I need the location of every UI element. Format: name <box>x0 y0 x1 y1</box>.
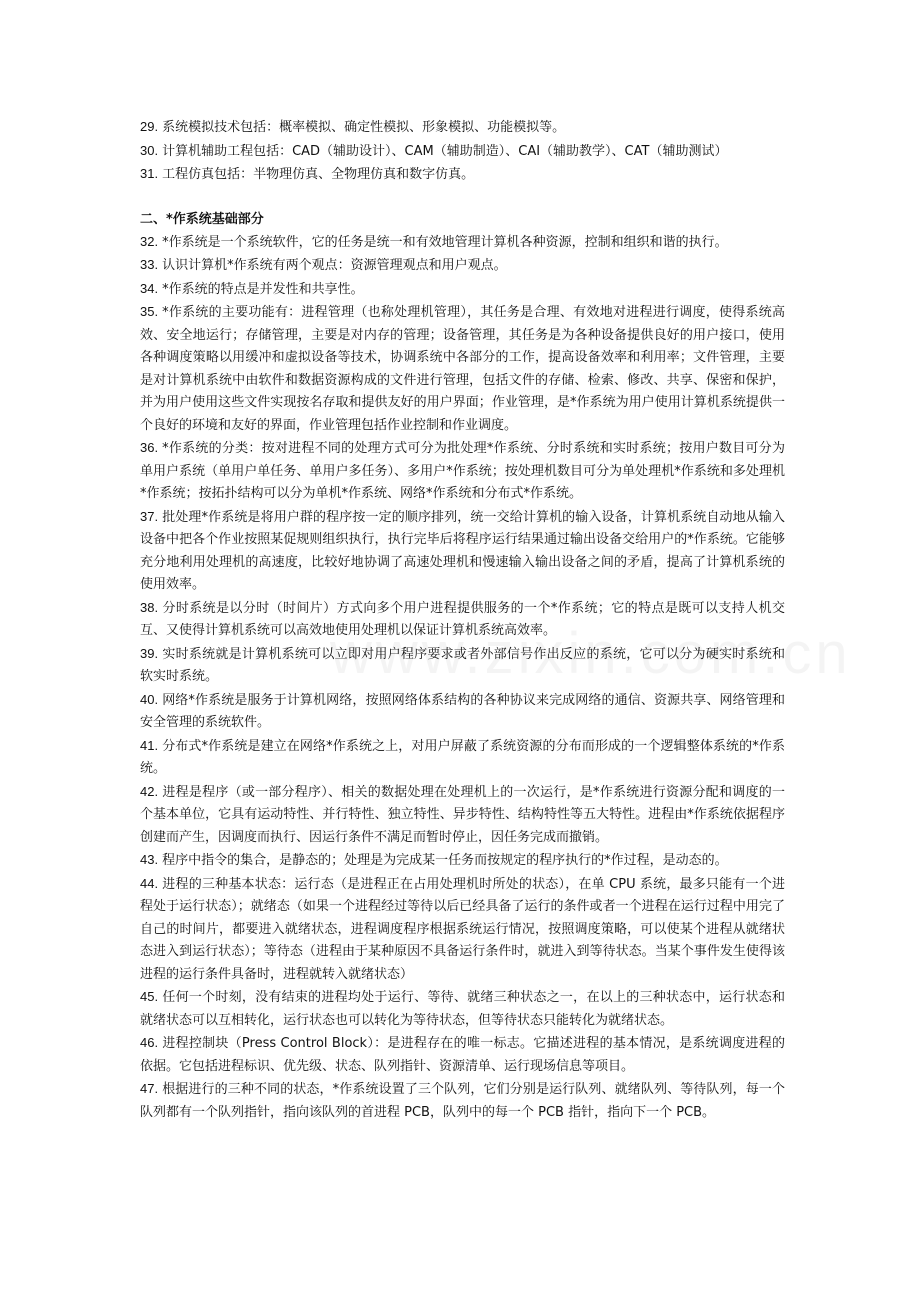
item-number: 38. <box>140 599 159 615</box>
document-page <box>140 116 785 1124</box>
list-item <box>140 506 785 597</box>
item-text: *作系统是一个系统软件，它的任务是统一和有效地管理计算机各种资源，控制和组织和谐的执行。 <box>162 234 728 250</box>
list-item <box>140 254 785 278</box>
list-item <box>140 849 785 873</box>
list-item <box>140 140 785 164</box>
list-item <box>140 116 785 140</box>
item-text: 认识计算机*作系统有两个观点：资源管理观点和用户观点。 <box>162 258 507 273</box>
list-item <box>140 1032 785 1078</box>
list-item <box>140 597 785 643</box>
item-number: 47. <box>140 1081 159 1096</box>
item-text: 进程的三种基本状态：运行态（是进程正在占用处理机时所处的状态），在单 CPU 系统，最多只能有一个进程处于运行状态）；就绪态（如果一个进程经过等待以后已经具备了运行的条件或者一个进程在运行过程中用完了自己的时间片，都要进入就绪状态，进程调度程序根据系统运行情况，按照调度策略，可以使某个进程从就绪状态进入到运行状态）；等待态（进程由于某种原因不具备运行条件时，就进入到等待状态。当某个事件发生使得该进程的运行条件具备时，进程就转入就绪状态） <box>140 876 785 982</box>
item-number: 45. <box>140 989 159 1004</box>
item-number: 41. <box>140 737 159 753</box>
item-number: 29. <box>140 119 159 134</box>
list-item <box>140 735 785 781</box>
item-text: 分时系统是以分时（时间片）方式向多个用户进程提供服务的一个*作系统；它的特点是既可以支持人机交互、又使得计算机系统可以高效地使用处理机以保证计算机系统高效率。 <box>140 600 785 638</box>
item-text: 任何一个时刻，没有结束的进程均处于运行、等待、就绪三种状态之一，在以上的三种状态中，运行状态和就绪状态可以互相转化，运行状态也可以转化为等待状态，但等待状态只能转化为就绪状态。 <box>140 990 785 1028</box>
item-number: 34. <box>140 280 159 296</box>
item-list <box>140 231 785 1125</box>
list-item <box>140 873 785 987</box>
item-number: 30. <box>140 142 159 158</box>
item-text: 程序中指令的集合，是静态的；处理是为完成某一任务而按规定的程序执行的*作过程，是动态的。 <box>162 853 728 868</box>
item-number: 43. <box>140 852 159 867</box>
item-text: *作系统的主要功能有：进程管理（也称处理机管理），其任务是合理、有效地对进程进行调度，使得系统高效、安全地运行；存储管理，主要是对内存的管理；设备管理，其任务是为各种设备提供良好的用户接口，使用各种调度策略以用缓冲和虚拟设备等技术，协调系统中各部分的工作，提高设备效率和利用率；文件管理，主要是对计算机系统中由软件和数据资源构成的文件进行管理，包括文件的存储、检索、修改、共享、保密和保护，并为用户使用这些文件实现按名存取和提供友好的用户界面；作业管理，是*作系统为用户使用计算机系统提供一个良好的环境和友好的界面，作业管理包括作业控制和作业调度。 <box>140 305 785 433</box>
item-number: 35. <box>140 304 159 319</box>
item-text: 系统模拟技术包括：概率模拟、确定性模拟、形象模拟、功能模拟等。 <box>162 120 566 135</box>
list-item <box>140 301 785 437</box>
item-text: 实时系统就是计算机系统可以立即对用户程序要求或者外部信号作出反应的系统，它可以分为硬实时系统和软实时系统。 <box>140 646 785 684</box>
item-number: 37. <box>140 508 159 524</box>
item-text: 工程仿真包括：半物理仿真、全物理仿真和数字仿真。 <box>162 167 475 182</box>
item-number: 44. <box>140 875 159 891</box>
list-item <box>140 437 785 506</box>
blank-line <box>140 187 785 209</box>
item-text: *作系统的特点是并发性和共享性。 <box>162 281 364 297</box>
item-text: 根据进行的三种不同的状态，*作系统设置了三个队列，它们分别是运行队列、就绪队列、等待队列，每一个队列都有一个队列指针，指向该队列的首进程 PCB，队列中的每一个 PCB 指针，指向下一个 PCB。 <box>140 1082 785 1120</box>
item-text: 分布式*作系统是建立在网络*作系统之上，对用户屏蔽了系统资源的分布而形成的一个逻辑整体系统的*作系统。 <box>140 738 785 776</box>
item-text: 进程控制块（Press Control Block）：是进程存在的唯一标志。它描述进程的基本情况，是系统调度进程的依据。它包括进程标识、优先级、状态、队列指针、资源清单、运行现场信息等项目。 <box>140 1036 785 1074</box>
item-text: *作系统的分类：按对进程不同的处理方式可分为批处理*作系统、分时系统和实时系统；按用户数目可分为单用户系统（单用户单任务、单用户多任务）、多用户*作系统；按处理机数目可分为单处理机*作系统和多处理机*作系统；按拓扑结构可以分为单机*作系统、网络*作系统和分布式*作系统。 <box>140 441 785 501</box>
intro-list <box>140 116 785 187</box>
item-text: 进程是程序（或一部分程序）、相关的数据处理在处理机上的一次运行，是*作系统进行资源分配和调度的一个基本单位，它具有运动特性、并行特性、独立特性、异步特性、结构特性等五大特性。进程由*作系统依据程序创建而产生，因调度而执行、因运行条件不满足而暂时停止，因任务完成而撤销。 <box>140 784 785 845</box>
list-item <box>140 986 785 1032</box>
section-heading: 二、*作系统基础部分 <box>140 211 264 227</box>
list-item <box>140 278 785 302</box>
item-number: 36. <box>140 440 159 455</box>
list-item <box>140 1078 785 1124</box>
item-number: 46. <box>140 1035 159 1050</box>
item-text: 批处理*作系统是将用户群的程序按一定的顺序排列，统一交给计算机的输入设备，计算机系统自动地从输入设备中把各个作业按照某促规则组织执行，执行完毕后将程序运行结果通过输出设备交给用户的*作系统。它能够充分地利用处理机的高速度，比较好地协调了高速处理机和慢速输入输出设备之间的矛盾，提高了计算机系统的使用效率。 <box>140 509 785 592</box>
list-item <box>140 163 785 187</box>
list-item <box>140 643 785 689</box>
list-item <box>140 781 785 850</box>
item-text: 计算机辅助工程包括：CAD（辅助设计）、CAM（辅助制造）、CAI（辅助教学）、CAT（辅助测试） <box>162 143 728 159</box>
item-number: 32. <box>140 233 159 249</box>
item-number: 42. <box>140 783 159 799</box>
list-item <box>140 231 785 255</box>
item-number: 40. <box>140 691 159 707</box>
list-item <box>140 689 785 735</box>
item-number: 31. <box>140 166 159 181</box>
item-text: 网络*作系统是服务于计算机网络，按照网络体系结构的各种协议来完成网络的通信、资源共享、网络管理和安全管理的系统软件。 <box>140 692 785 730</box>
item-number: 39. <box>140 645 159 661</box>
item-number: 33. <box>140 257 159 272</box>
